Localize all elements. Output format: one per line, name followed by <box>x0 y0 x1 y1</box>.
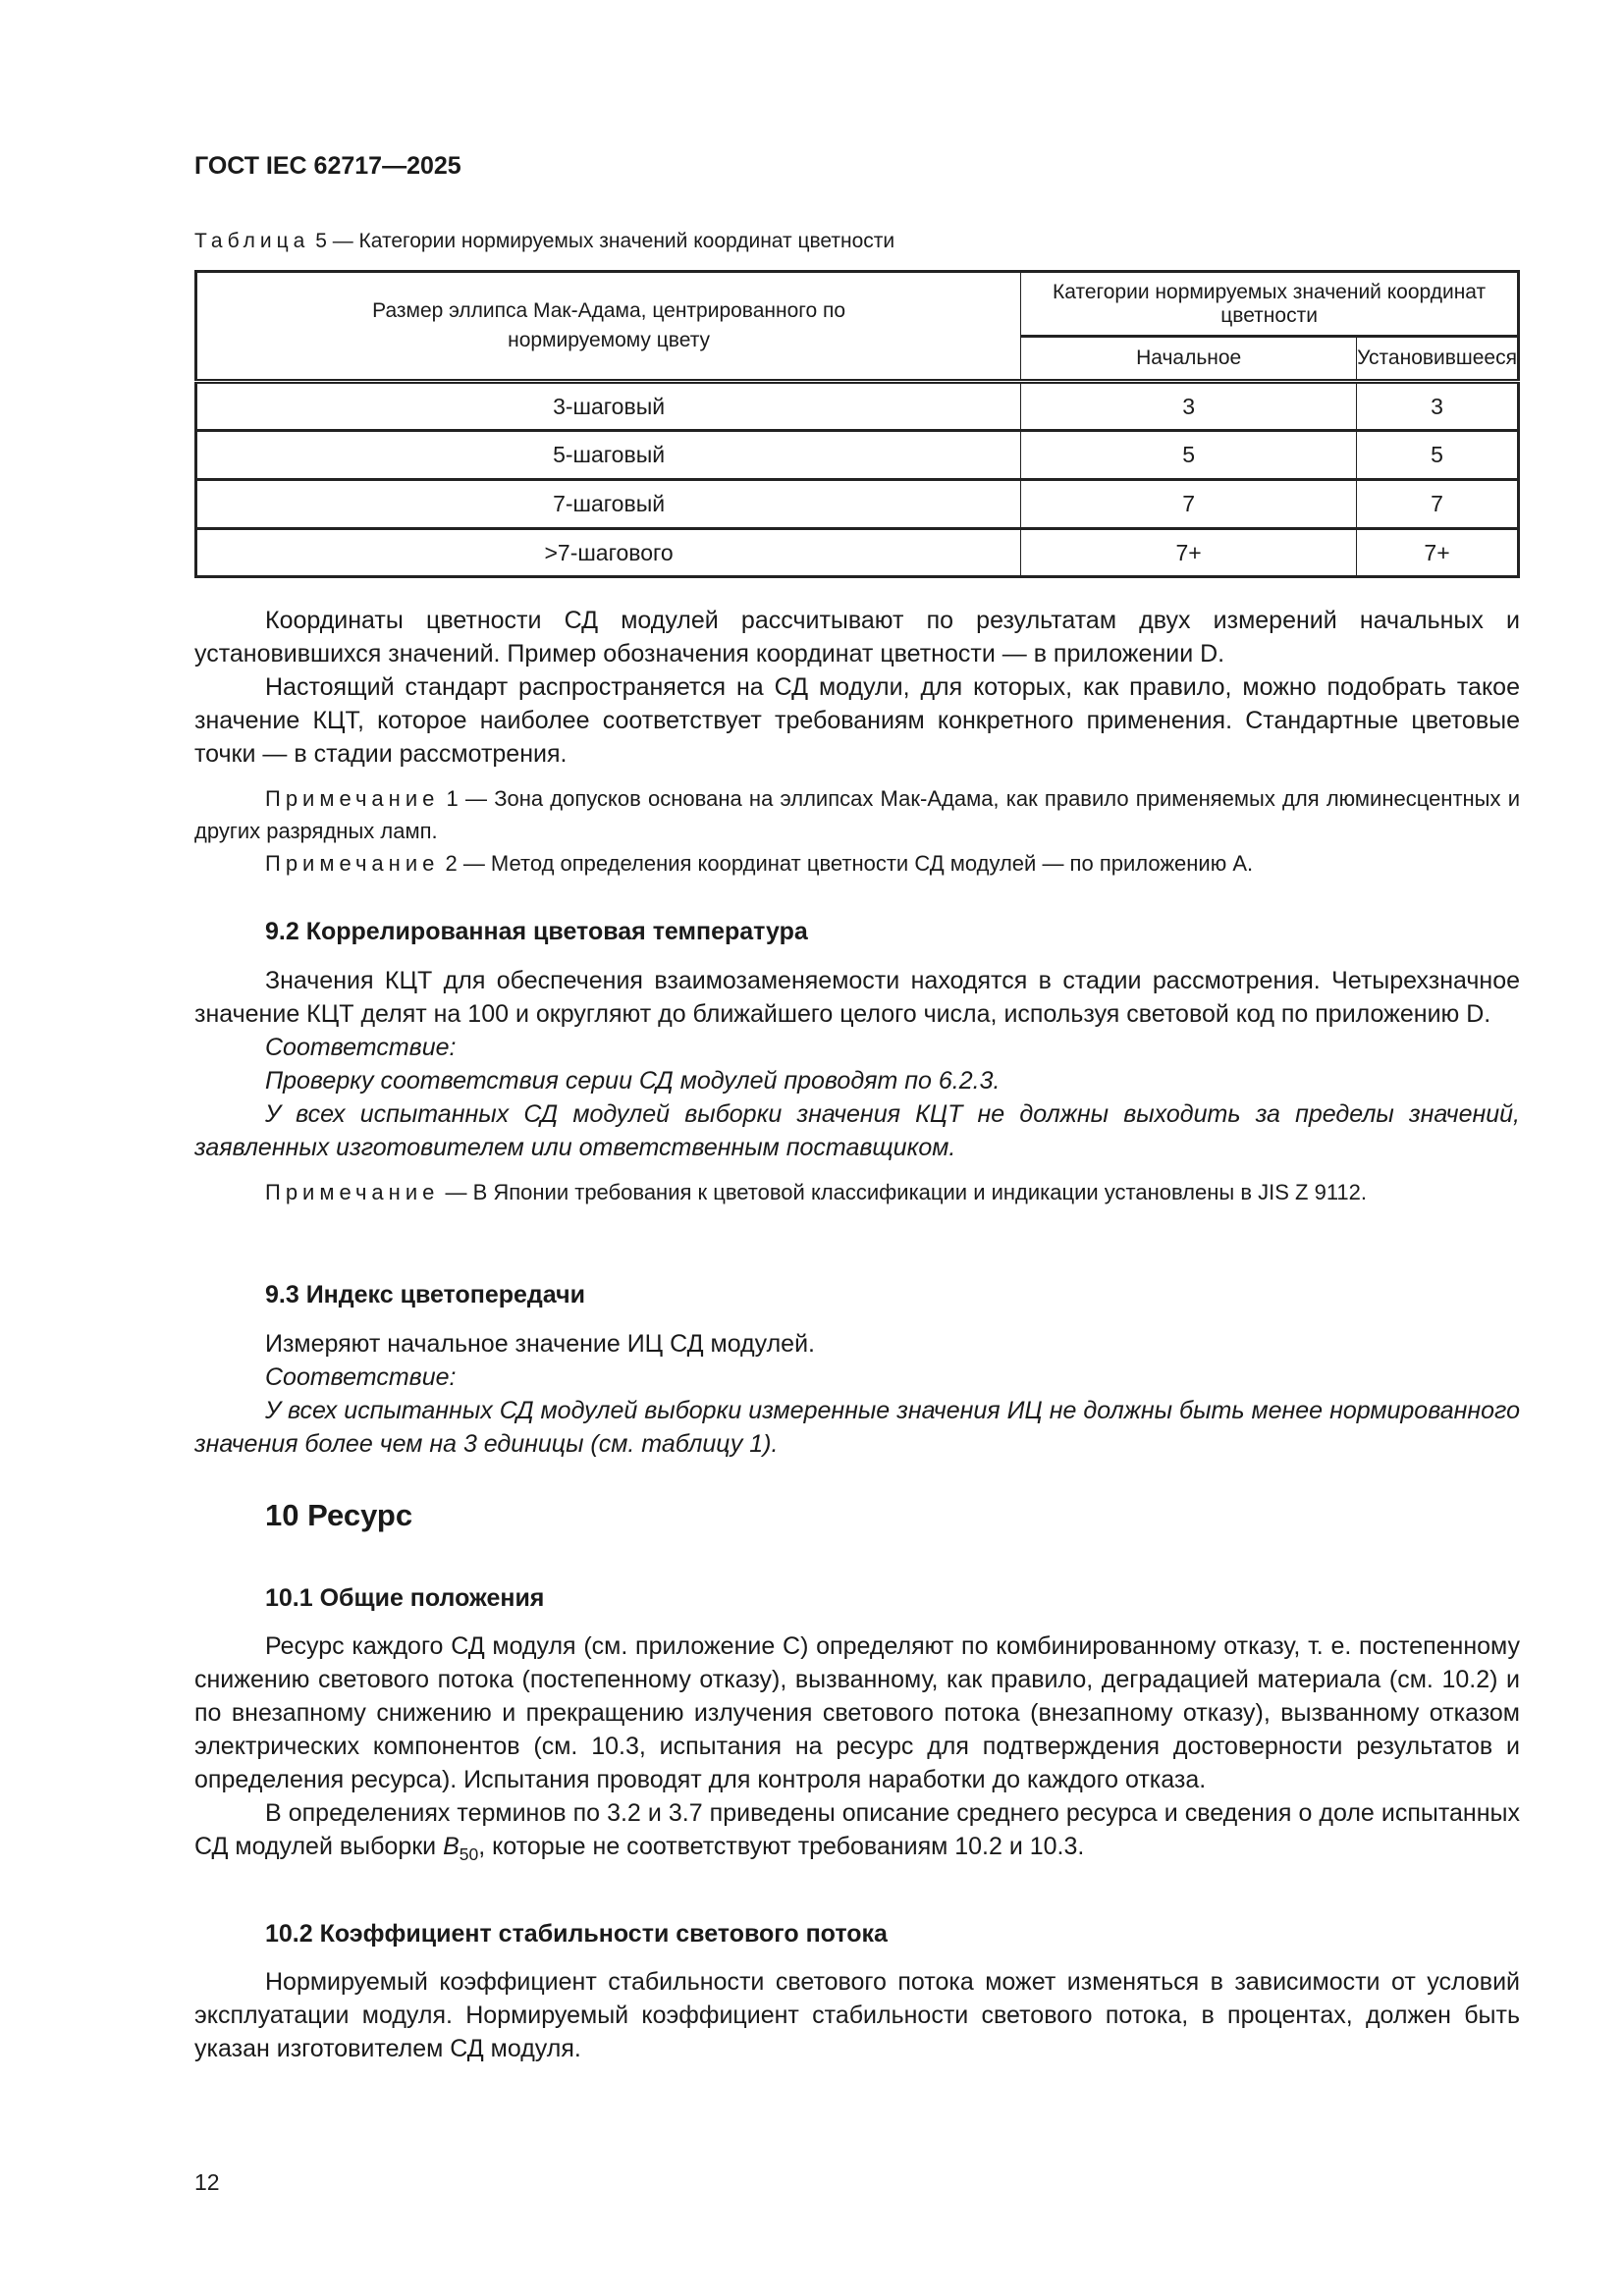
cell: 7 <box>1021 480 1357 529</box>
paragraph: Ресурс каждого СД модуля (см. приложение С) определяют по комбинированному отказу, т. е. постепенному снижению светового потока (постепенному отказу), вызванному, как правило, деградацией материала (см. 10.2) и по внезапному снижению и прекращению излучения светового потока (внезапному отказу), вызванному отказом электрических компонентов (см. 10.3, испытания на ресурс для подтверждения достоверности результатов и определения ресурса). Испытания проводят для контроля наработки до каждого отказа. <box>194 1632 1520 1793</box>
table-row <box>196 431 1519 480</box>
cell: 3-шаговый <box>196 382 1021 431</box>
cell: 7+ <box>1021 529 1357 577</box>
note <box>194 1176 1520 1208</box>
note-text: 2 — Метод определения координат цветности СД модулей — по приложению А. <box>445 851 1254 876</box>
cell: 3 <box>1357 382 1519 431</box>
paragraph: Измеряют начальное значение ИЦ СД модулей. <box>265 1330 815 1358</box>
table-row <box>196 480 1519 529</box>
cell: 7-шаговый <box>196 480 1021 529</box>
section-9-2 <box>194 964 1520 1208</box>
cell: 7 <box>1357 480 1519 529</box>
section-9-1-continued <box>194 604 1520 880</box>
col-header-group: Категории нормируемых значений координат цветности <box>1021 272 1519 337</box>
conformity-label: Соответствие: <box>265 1363 457 1391</box>
cell: 3 <box>1021 382 1357 431</box>
document-title: ГОСТ IEC 62717—2025 <box>194 152 461 180</box>
section-9-3 <box>194 1327 1520 1461</box>
paragraph: У всех испытанных СД модулей выборки значения КЦТ не должны выходить за пределы значений, заявленных изготовителем или ответственным поставщиком. <box>194 1100 1520 1161</box>
note-2 <box>194 847 1520 880</box>
note-label: Примечание <box>265 851 440 876</box>
cell: 7+ <box>1357 529 1519 577</box>
table-caption-text: 5 — Категории нормируемых значений координат цветности <box>315 230 895 252</box>
paragraph: У всех испытанных СД модулей выборки измеренные значения ИЦ не должны быть менее нормированного значения более чем на 3 единицы (см. таблицу 1). <box>194 1397 1520 1458</box>
note-label: Примечание <box>265 1180 440 1204</box>
table-caption <box>194 230 1520 253</box>
section-heading-9-3: 9.3 Индекс цветопередачи <box>265 1281 585 1308</box>
symbol-subscript: 50 <box>459 1844 479 1864</box>
cell: 5-шаговый <box>196 431 1021 480</box>
col-header-steady: Установившееся <box>1357 337 1519 382</box>
paragraph: Значения КЦТ для обеспечения взаимозаменяемости находятся в стадии рассмотрения. Четырехзначное значение КЦТ делят на 100 и округляют до ближайшего целого числа, используя световой код по приложению D. <box>194 967 1520 1028</box>
cell: 5 <box>1021 431 1357 480</box>
cell: 5 <box>1357 431 1519 480</box>
note-1 <box>194 782 1520 847</box>
cell: >7-шагового <box>196 529 1021 577</box>
table-caption-prefix: Таблица <box>194 230 310 252</box>
note-text: — В Японии требования к цветовой классификации и индикации установлены в JIS Z 9112. <box>445 1180 1368 1204</box>
section-heading-9-2: 9.2 Коррелированная цветовая температура <box>265 918 808 945</box>
table-row <box>196 382 1519 431</box>
note-label: Примечание <box>265 786 440 811</box>
paragraph: Настоящий стандарт распространяется на СД модули, для которых, как правило, можно подобрать такое значение КЦТ, которое наиболее соответствует требованиям конкретного применения. Стандартные цветовые точки — в стадии рассмотрения. <box>194 673 1520 768</box>
symbol: B <box>443 1833 460 1860</box>
conformity-label: Соответствие: <box>265 1034 457 1061</box>
page-number: 12 <box>194 2169 220 2195</box>
section-10-1 <box>194 1629 1520 1871</box>
section-heading-10-2: 10.2 Коэффициент стабильности светового потока <box>265 1920 888 1948</box>
col-header-initial: Начальное <box>1021 337 1357 382</box>
table-5 <box>194 270 1520 578</box>
paragraph: Координаты цветности СД модулей рассчитывают по результатам двух измерений начальных и установившихся значений. Пример обозначения координат цветности — в приложении D. <box>194 607 1520 667</box>
note-text: 1 — Зона допусков основана на эллипсах Мак-Адама, как правило применяемых для люминесцентных и других разрядных ламп. <box>194 786 1520 843</box>
text: В определениях терминов по 3.2 и 3.7 приведены описание среднего ресурса и сведения о доле испытанных СД модулей выборки <box>194 1799 1520 1860</box>
section-heading-10-1: 10.1 Общие положения <box>265 1584 545 1612</box>
text: , которые не соответствуют требованиям 10.2 и 10.3. <box>478 1833 1085 1860</box>
col-header-ellipse-size: Размер эллипса Мак-Адама, центрированного по нормируемому цвету <box>196 272 1021 382</box>
section-heading-10: 10 Ресурс <box>265 1498 413 1532</box>
paragraph: Нормируемый коэффициент стабильности светового потока может изменяться в зависимости от условий эксплуатации модуля. Нормируемый коэффициент стабильности светового потока, в процентах, должен быть указан изготовителем СД модуля. <box>194 1968 1520 2062</box>
table-row <box>196 529 1519 577</box>
section-10-2 <box>194 1965 1520 2065</box>
paragraph <box>194 1796 1520 1871</box>
paragraph: Проверку соответствия серии СД модулей проводят по 6.2.3. <box>265 1067 1001 1095</box>
